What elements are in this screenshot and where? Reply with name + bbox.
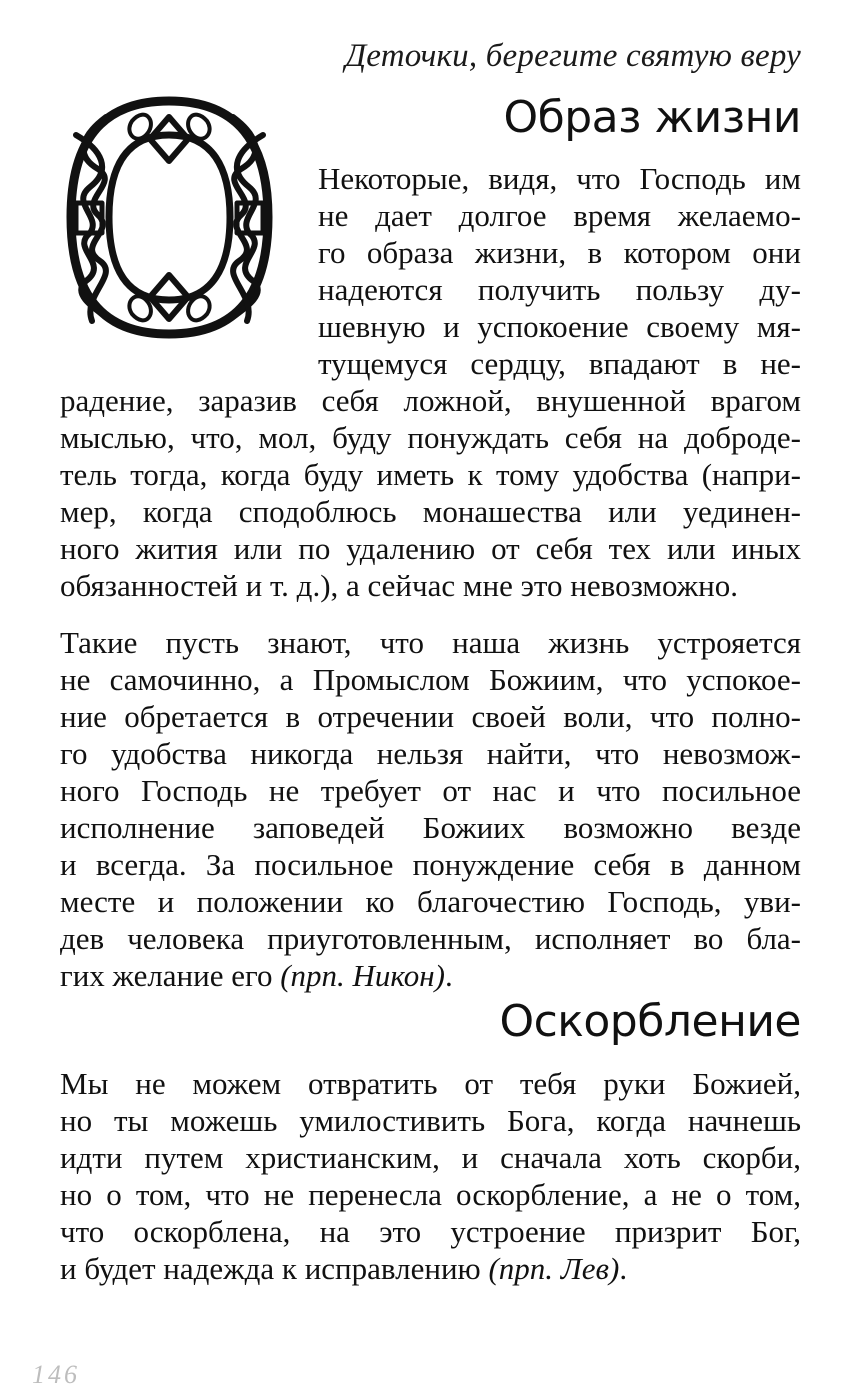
paragraph-line: идти путем христианским, и сначала хоть скорби,	[60, 1140, 801, 1175]
paragraph-line: но о том, что не перенесла оскорбление, а не о том,	[60, 1177, 801, 1212]
paragraph-line: тущемуся сердцу, впадают в не-	[318, 346, 801, 381]
paragraph-line: и всегда. За посильное понуждение себя в данном	[60, 847, 801, 882]
paragraph-line: но ты можешь умилостивить Бога, когда начнешь	[60, 1103, 801, 1138]
paragraph-line: ние обретается в отречении своей воли, что полно-	[60, 699, 801, 734]
paragraph-line: радение, заразив себя ложной, внушенной врагом	[60, 383, 801, 418]
citation: (прп. Лев)	[488, 1251, 620, 1286]
paragraph-line: го образа жизни, в котором они	[318, 235, 801, 270]
paragraph-line: го удобства никогда нельзя найти, что невозмож-	[60, 736, 801, 771]
paragraph-line: исполнение заповедей Божиих возможно везде	[60, 810, 801, 845]
paragraph-line: тель тогда, когда буду иметь к тому удобства (напри-	[60, 457, 801, 492]
paragraph-text: гих желание его	[60, 958, 281, 993]
paragraph-line: что оскорблена, на это устроение призрит Бог,	[60, 1214, 801, 1249]
paragraph-text: и будет надежда к исправлению	[60, 1251, 489, 1286]
paragraph-line: надеются получить пользу ду-	[318, 272, 801, 307]
section-title-oskorblenie: Оскорбление	[499, 996, 801, 1047]
paragraph-line: мыслью, что, мол, буду понуждать себя на доброде-	[60, 420, 801, 455]
paragraph-line: мер, когда сподоблюсь монашества или уединен-	[60, 494, 801, 529]
ornamental-initial-o	[62, 95, 277, 340]
section-title-obraz-zhizni: Образ жизни	[503, 92, 801, 143]
paragraph-end: .	[619, 1251, 628, 1286]
paragraph-line: обязанностей и т. д.), а сейчас мне это невозможно.	[60, 568, 738, 603]
paragraph-line: не самочинно, а Промыслом Божиим, что успокое-	[60, 662, 801, 697]
page-number: 146	[32, 1360, 80, 1389]
running-head: Деточки, берегите святую веру	[345, 38, 801, 74]
paragraph-line: ного жития или по удалению от себя тех или иных	[60, 531, 801, 566]
paragraph-line: Мы не можем отвратить от тебя руки Божией,	[60, 1066, 801, 1101]
paragraph-line: месте и положении ко благочестию Господь, уви-	[60, 884, 801, 919]
paragraph-last-line	[60, 1250, 801, 1287]
paragraph-line: дев человека приуготовленным, исполняет во бла-	[60, 921, 801, 956]
paragraph-line: не дает долгое время желаемо-	[318, 198, 801, 233]
paragraph-line: шевную и успокоение своему мя-	[318, 309, 801, 344]
paragraph-line: ного Господь не требует от нас и что посильное	[60, 773, 801, 808]
paragraph-line: Некоторые, видя, что Господь им	[318, 161, 801, 196]
paragraph-end: .	[444, 958, 453, 993]
paragraph-last-line	[60, 957, 801, 994]
citation: (прп. Никон)	[280, 958, 445, 993]
paragraph-line: Такие пусть знают, что наша жизнь устрояется	[60, 625, 801, 660]
